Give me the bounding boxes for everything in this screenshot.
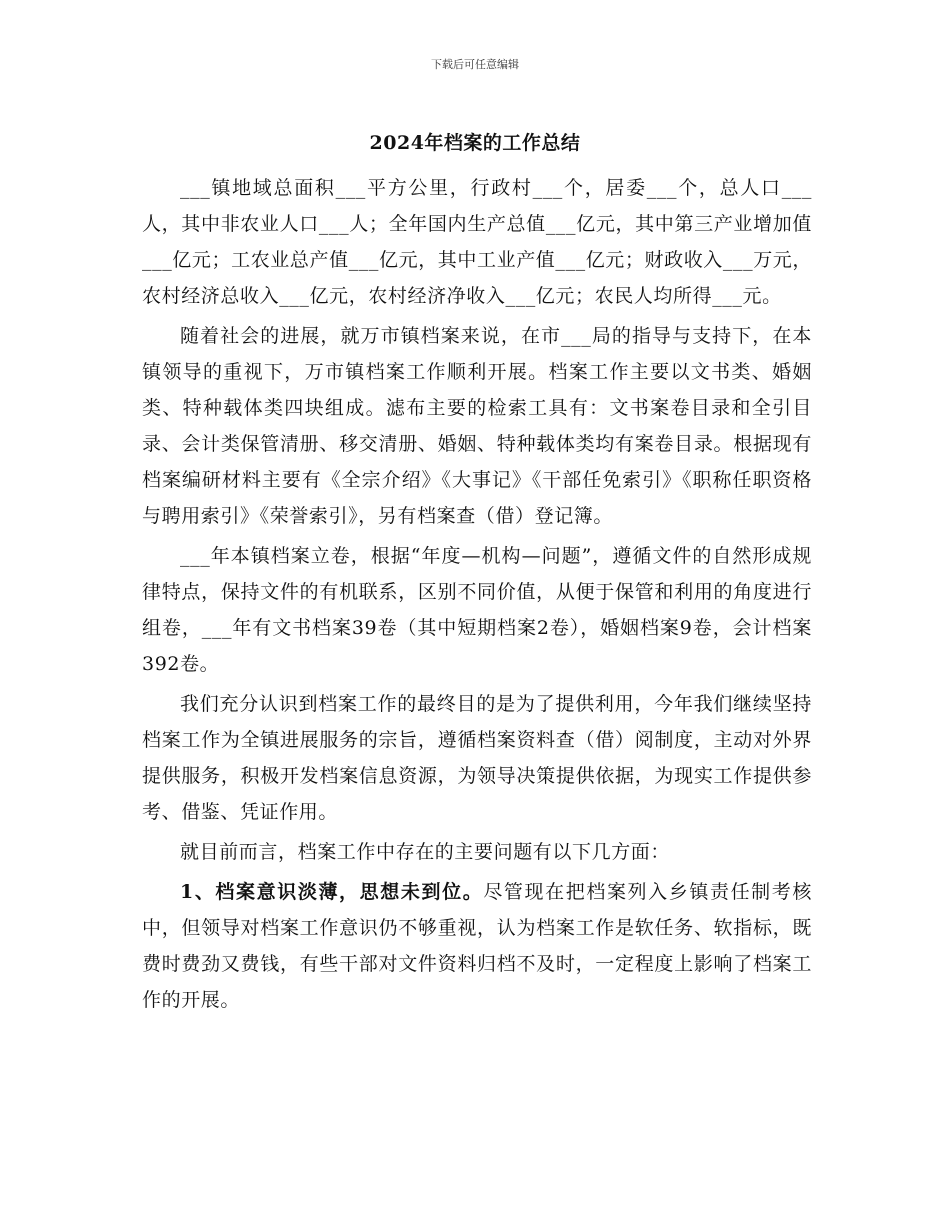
document-title: 2024年档案的工作总结 — [369, 132, 581, 154]
paragraph-problems-intro — [142, 834, 812, 870]
paragraph-archive-development — [142, 318, 812, 534]
paragraph-text: 随着社会的进展，就万市镇档案来说，在市___局的指导与支持下，在本镇领导的重视下，万市镇档案工作顺利开展。档案工作主要以文书类、婚姻类、特种载体类四块组成。滤布主要的检索工具有：文书案卷目录和全引目录、会计类保管清册、移交清册、婚姻、特种载体类均有案卷目录。根据现有档案编研材料主要有《全宗介绍》《大事记》《干部任免索引》《职称任职资格与聘用索引》《荣誉索引》，另有档案查（借）登记簿。 — [142, 325, 812, 527]
paragraph-text: 尽管现在把档案列入乡镇责任制考核中，但领导对档案工作意识仍不够重视，认为档案工作是软任务、软指标，既费时费劲又费钱，有些干部对文件资料归档不及时，一定程度上影响了档案工作的开展。 — [142, 881, 812, 1011]
paragraph-text: 就目前而言，档案工作中存在的主要问题有以下几方面： — [180, 841, 671, 863]
paragraph-town-overview — [142, 170, 812, 314]
paragraph-lead-heading: 1、档案意识淡薄，思想未到位。 — [180, 881, 484, 903]
paragraph-filing-statistics — [142, 538, 812, 682]
paragraph-service-purpose — [142, 686, 812, 830]
page-header-note: 下载后可任意编辑 — [431, 58, 519, 71]
document-body — [142, 170, 812, 1022]
paragraph-text: 我们充分认识到档案工作的最终目的是为了提供利用，今年我们继续坚持档案工作为全镇进展服务的宗旨，遵循档案资料查（借）阅制度，主动对外界提供服务，积极开发档案信息资源，为领导决策提供依据，为现实工作提供参考、借鉴、凭证作用。 — [142, 693, 812, 823]
paragraph-text: ___镇地域总面积___平方公里，行政村___个，居委___个，总人口___人，其中非农业人口___人；全年国内生产总值___亿元，其中第三产业增加值___亿元；工农业总产值___亿元，其中工业产值___亿元；财政收入___万元，农村经济总收入___亿元，农村经济净收入___亿元；农民人均所得___元。 — [142, 177, 813, 307]
paragraph-text: ___年本镇档案立卷，根据“年度—机构—问题”，遵循文件的自然形成规律特点，保持文件的有机联系，区别不同价值，从便于保管和利用的角度进行组卷，___年有文书档案39卷（其中短期档案2卷），婚姻档案9卷，会计档案392卷。 — [142, 545, 812, 675]
paragraph-problem-one — [142, 874, 812, 1018]
